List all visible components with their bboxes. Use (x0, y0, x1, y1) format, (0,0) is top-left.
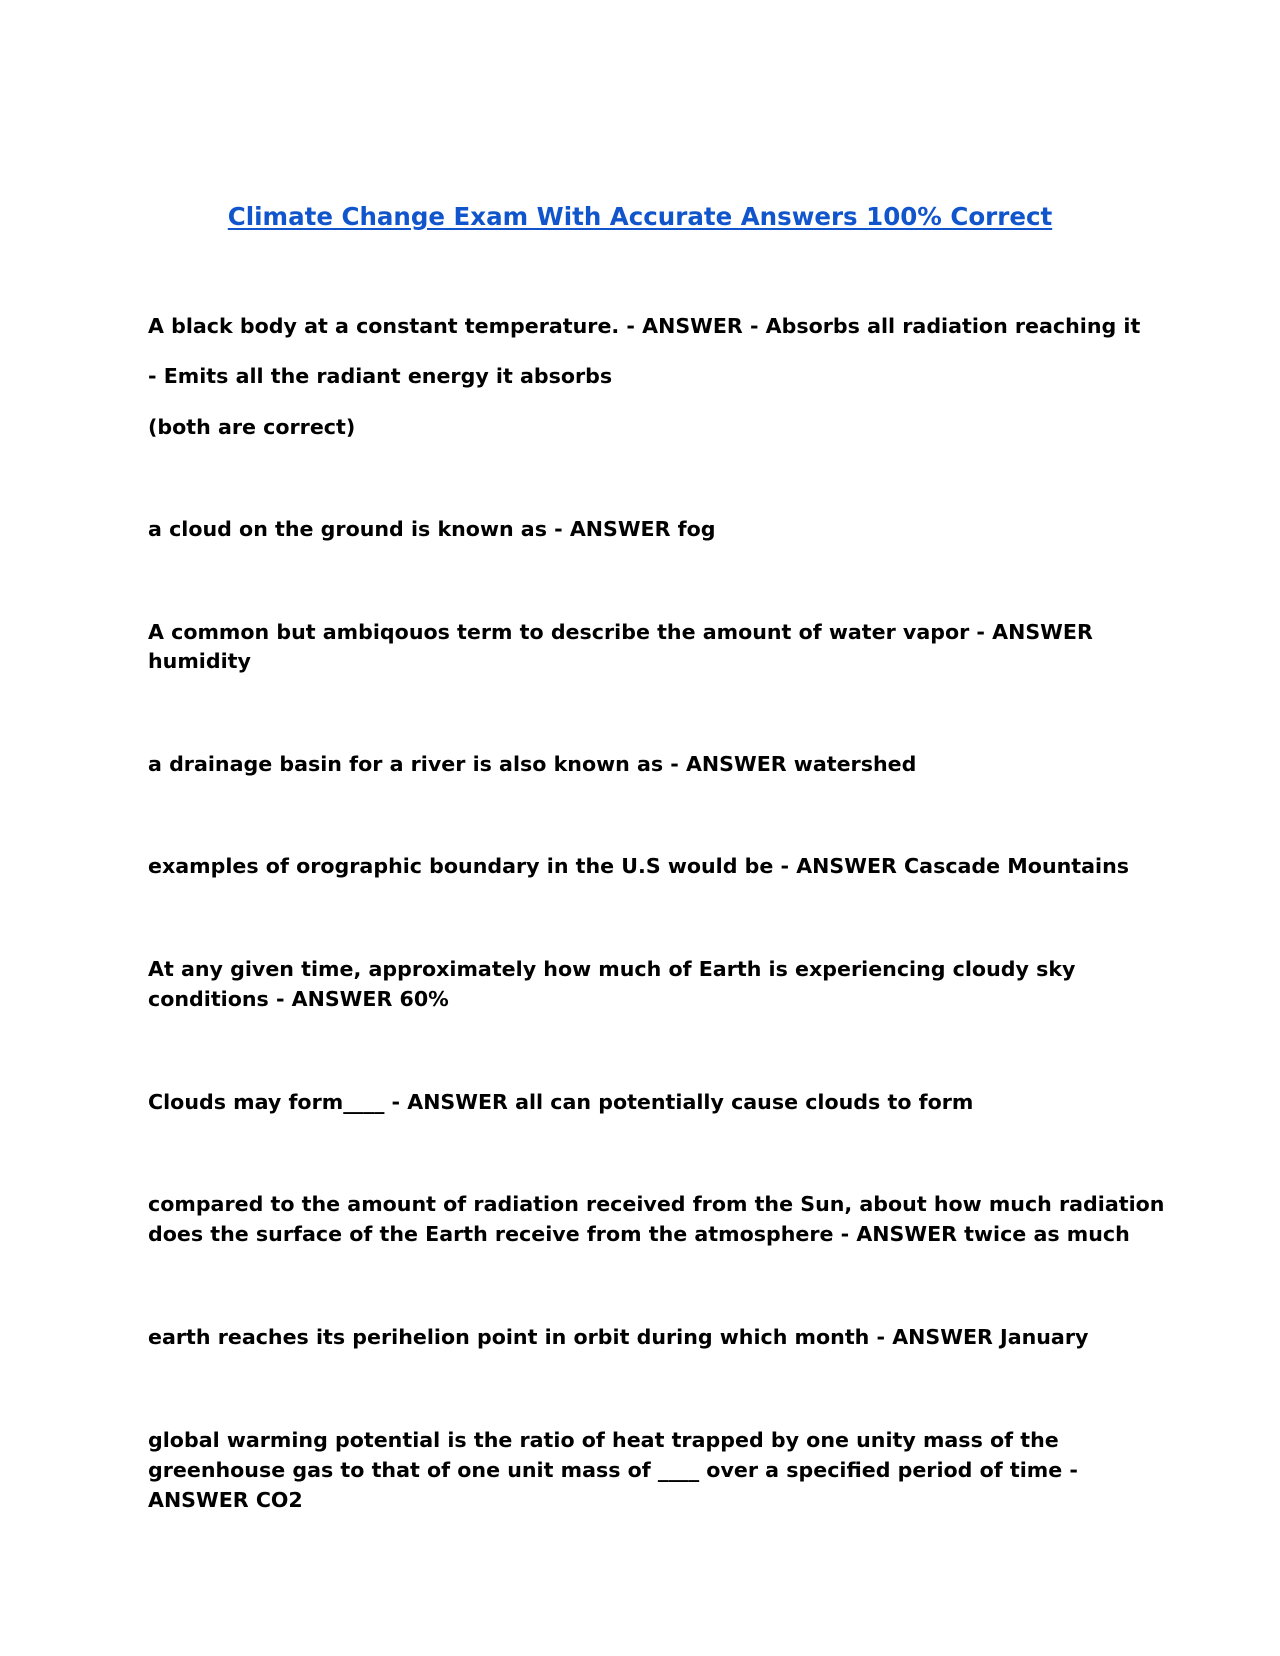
question-line: humidity (148, 649, 251, 673)
question-line: A common but ambiqouos term to describe the amount of water vapor - ANSWER (148, 620, 1093, 644)
question-line: conditions - ANSWER 60% (148, 987, 449, 1011)
question-line: ANSWER CO2 (148, 1488, 303, 1512)
question-line: does the surface of the Earth receive from the atmosphere - ANSWER twice as much (148, 1222, 1130, 1246)
question-line: A black body at a constant temperature. - ANSWER - Absorbs all radiation reaching it (148, 314, 1141, 338)
question-line: examples of orographic boundary in the U.S would be - ANSWER Cascade Mountains (148, 854, 1129, 878)
question-line: global warming potential is the ratio of heat trapped by one unity mass of the (148, 1428, 1059, 1452)
answer-line: - Emits all the radiant energy it absorbs (148, 364, 613, 388)
question-line: At any given time, approximately how much of Earth is experiencing cloudy sky (148, 957, 1076, 981)
question-line: a cloud on the ground is known as - ANSWER fog (148, 517, 716, 541)
question-line: Clouds may form____ - ANSWER all can potentially cause clouds to form (148, 1090, 974, 1114)
question-line: compared to the amount of radiation received from the Sun, about how much radiation (148, 1192, 1165, 1216)
question-line: a drainage basin for a river is also known as - ANSWER watershed (148, 752, 917, 776)
question-line: earth reaches its perihelion point in orbit during which month - ANSWER January (148, 1325, 1089, 1349)
document-title: Climate Change Exam With Accurate Answers 100% Correct (227, 202, 1053, 231)
question-line: greenhouse gas to that of one unit mass of ____ over a specified period of time - (148, 1458, 1078, 1482)
note-line: (both are correct) (148, 415, 356, 439)
